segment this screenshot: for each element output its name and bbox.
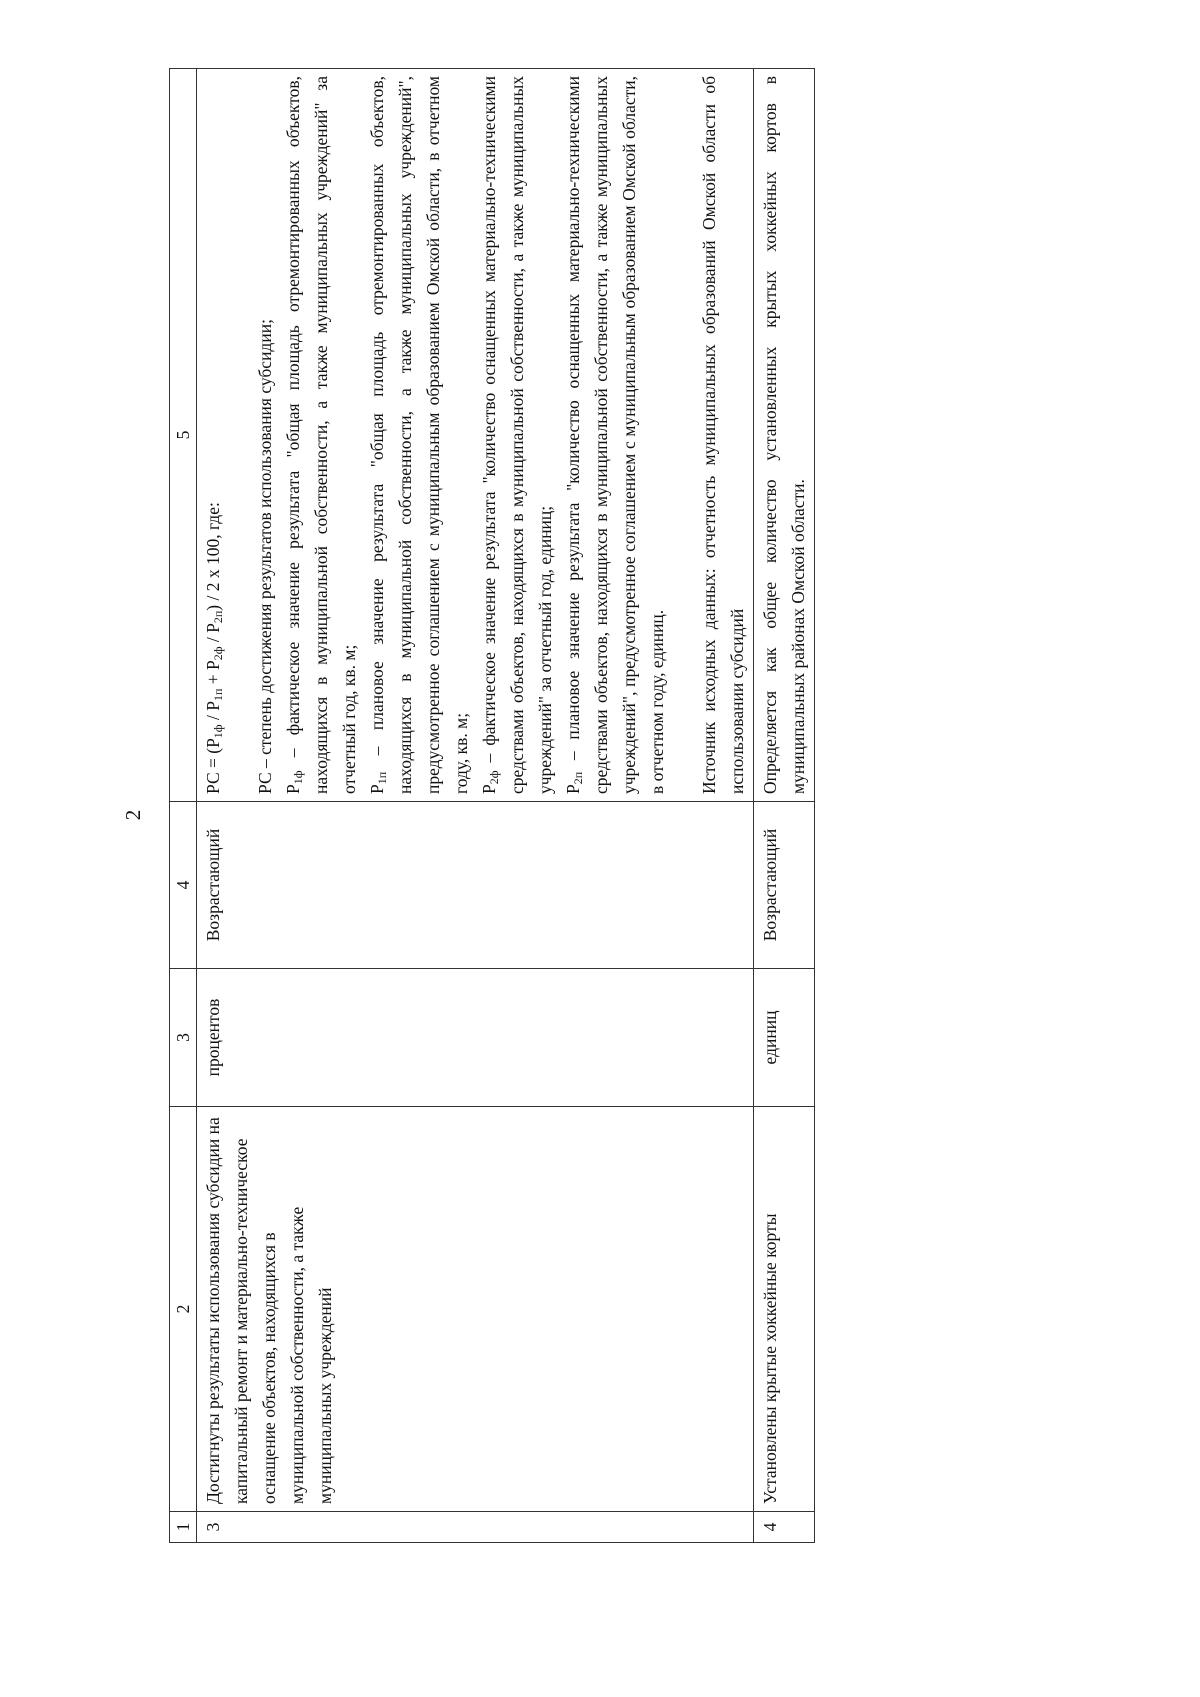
unit: процентов bbox=[197, 969, 754, 1107]
data-source: Источник исходных данных: отчетность муниципальных образований Омской области об использовании субсидий bbox=[699, 76, 747, 794]
row-number: 3 bbox=[197, 1512, 754, 1543]
result-name: Достигнуты результаты использования субсидии на капитальный ремонт и материально-техническое оснащение объектов, находящихся в муниципальной собственности, а также муниципальных учреждений bbox=[197, 1107, 754, 1512]
header-col-1: 1 bbox=[170, 1512, 197, 1543]
rotated-table-container bbox=[169, 68, 1059, 1543]
header-col-3: 3 bbox=[170, 969, 197, 1107]
header-col-4: 4 bbox=[170, 802, 197, 969]
formula: РС = $(Р_{1ф} / Р_{1п} + Р_{2ф} / Р_{2п}) / 2$ x 100, где: bbox=[203, 502, 225, 794]
calculation-method bbox=[197, 69, 754, 802]
table-row bbox=[754, 69, 815, 1543]
header-col-5: 5 bbox=[170, 69, 197, 802]
definition: $Р_{2ф}$ – фактическое значение результата "количество оснащенных материально-техническими средствами объектов, находящихся в муниципальной собственности, а также муниципальных учреждений" за отчетный год, единиц; bbox=[479, 76, 555, 794]
direction: Возрастающий bbox=[197, 802, 754, 969]
table-header-row bbox=[170, 69, 197, 1543]
unit: единиц bbox=[754, 969, 815, 1107]
header-col-2: 2 bbox=[170, 1107, 197, 1512]
definition: РС – степень достижения результатов использования субсидии; bbox=[255, 319, 275, 794]
page-number: 2 bbox=[121, 809, 145, 821]
indicator-table bbox=[169, 68, 815, 1543]
definition: $Р_{2п}$ – плановое значение результата "количество оснащенных материально-техническими средствами объектов, находящихся в муниципальной собственности, а также муниципальных учреждений", предусмотренное соглашением с муниципальным образованием Омской области, в отчетном году, единиц. bbox=[563, 76, 667, 794]
direction: Возрастающий bbox=[754, 802, 815, 969]
calculation-method: Определяется как общее количество установленных крытых хоккейных кортов в муниципальных районах Омской области. bbox=[754, 69, 815, 802]
definition: $Р_{1п}$ – плановое значение результата "общая площадь отремонтированных объектов, находящихся в муниципальной собственности, а также муниципальных учреждений", предусмотренное соглашением с муниципальным образованием Омской области, в отчетном году, кв. м; bbox=[367, 76, 471, 794]
row-number: 4 bbox=[754, 1512, 815, 1543]
definition: $Р_{1ф}$ – фактическое значение результата "общая площадь отремонтированных объектов, находящихся в муниципальной собственности, а также муниципальных учреждений" за отчетный год, кв. м; bbox=[283, 76, 359, 794]
table-row bbox=[197, 69, 754, 1543]
result-name: Установлены крытые хоккейные корты bbox=[754, 1107, 815, 1512]
